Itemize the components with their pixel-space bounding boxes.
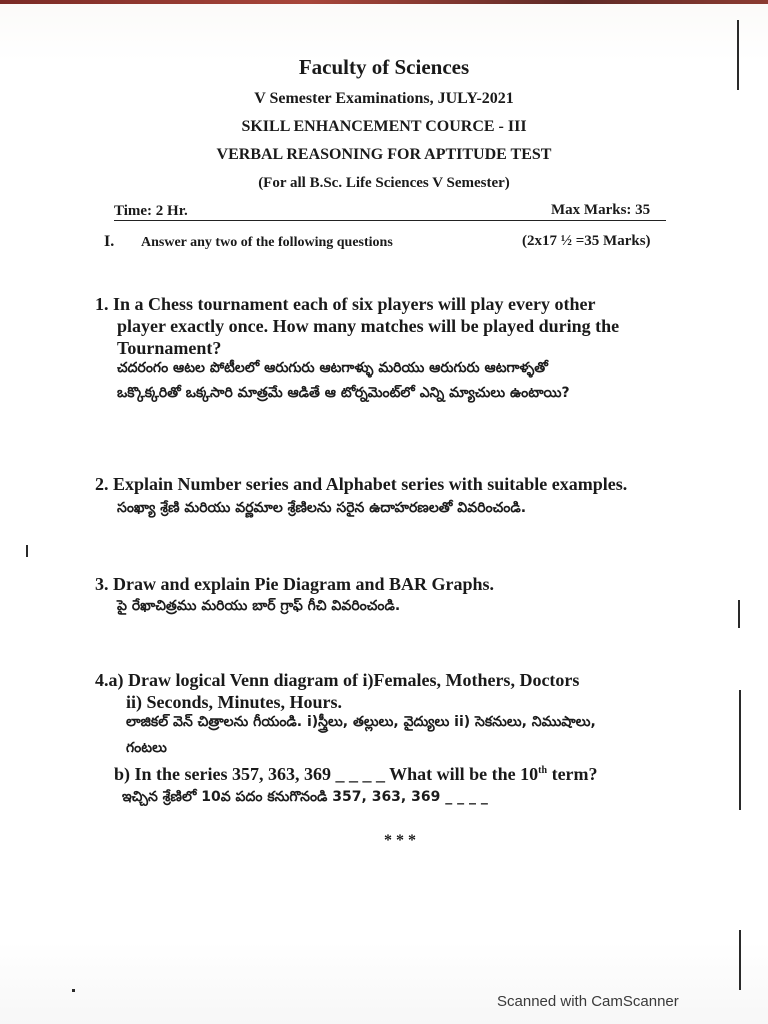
q1-text-line3: Tournament? — [117, 338, 222, 358]
scanner-watermark: Scanned with CamScanner — [497, 993, 679, 1010]
end-mark: * * * — [384, 832, 416, 849]
q1-telugu-line1: చదరంగం ఆటల పోటీలలో ఆరుగురు ఆటగాళ్ళు మరియు ఆరుగురు ఆటగాళ్ళతో — [117, 360, 548, 376]
course-title: SKILL ENHANCEMENT COURCE - III — [241, 118, 527, 135]
q4b-text-line — [114, 764, 598, 785]
header-rule — [114, 220, 666, 221]
q4a-text-line1: 4.a) Draw logical Venn diagram of i)Females, Mothers, Doctors — [95, 670, 580, 690]
scan-top-edge — [0, 0, 768, 4]
q4a-telugu-line1: లాజికల్ వెన్ చిత్రాలను గీయండి. i)స్త్రీలు, తల్లులు, వైద్యులు ii) సెకనులు, నిముషాలు, — [126, 714, 596, 730]
audience-line: (For all B.Sc. Life Sciences V Semester) — [258, 175, 510, 191]
section-number: I. — [104, 233, 115, 250]
scan-edge-mark — [26, 545, 28, 557]
exam-title: V Semester Examinations, JULY-2021 — [254, 90, 514, 107]
scan-edge-mark — [739, 690, 741, 810]
faculty-title: Faculty of Sciences — [298, 55, 470, 79]
time-label: Time: 2 Hr. — [114, 203, 188, 219]
scan-edge-mark — [739, 930, 741, 990]
q3-text-line1: 3. Draw and explain Pie Diagram and BAR Graphs. — [95, 574, 495, 594]
q3-telugu-line1: పై రేఖాచిత్రము మరియు బార్ గ్రాఫ్ గీచి వివరించండి. — [117, 598, 401, 614]
q1-telugu-line2: ఒక్కొక్కరితో ఒక్కసారి మాత్రమే ఆడితే ఆ టోర్నమెంట్‌లో ఎన్ని మ్యాచులు ఉంటాయి? — [117, 385, 570, 401]
q2-telugu-line1: సంఖ్యా శ్రేణి మరియు వర్ణమాల శ్రేణిలను సరైన ఉదాహరణలతో వివరించండి. — [117, 500, 527, 516]
q4b-text-end: term? — [547, 764, 598, 784]
q4a-telugu-line2: గంటలు — [126, 740, 167, 756]
q2-text-line1: 2. Explain Number series and Alphabet series with suitable examples. — [95, 474, 628, 494]
q4b-telugu-line: ఇచ్చిన శ్రేణిలో 10వ పదం కనుగొనండి 357, 363, 369 _ _ _ _ — [122, 789, 488, 805]
section-marks: (2x17 ½ =35 Marks) — [522, 233, 651, 249]
max-marks-label: Max Marks: 35 — [551, 202, 651, 218]
q1-text-line1: 1. In a Chess tournament each of six players will play every other — [95, 294, 596, 314]
subject-title: VERBAL REASONING FOR APTITUDE TEST — [216, 146, 552, 163]
q4b-superscript: th — [538, 765, 548, 776]
scan-edge-mark — [738, 600, 740, 628]
scan-edge-mark — [72, 989, 75, 992]
section-instruction: Answer any two of the following questions — [141, 235, 393, 250]
q4b-text-start: b) In the series 357, 363, 369 _ _ _ _ What will be the 10 — [114, 764, 539, 784]
q1-text-line2: player exactly once. How many matches will be played during the — [117, 316, 620, 336]
q4a-text-line2: ii) Seconds, Minutes, Hours. — [126, 692, 343, 712]
